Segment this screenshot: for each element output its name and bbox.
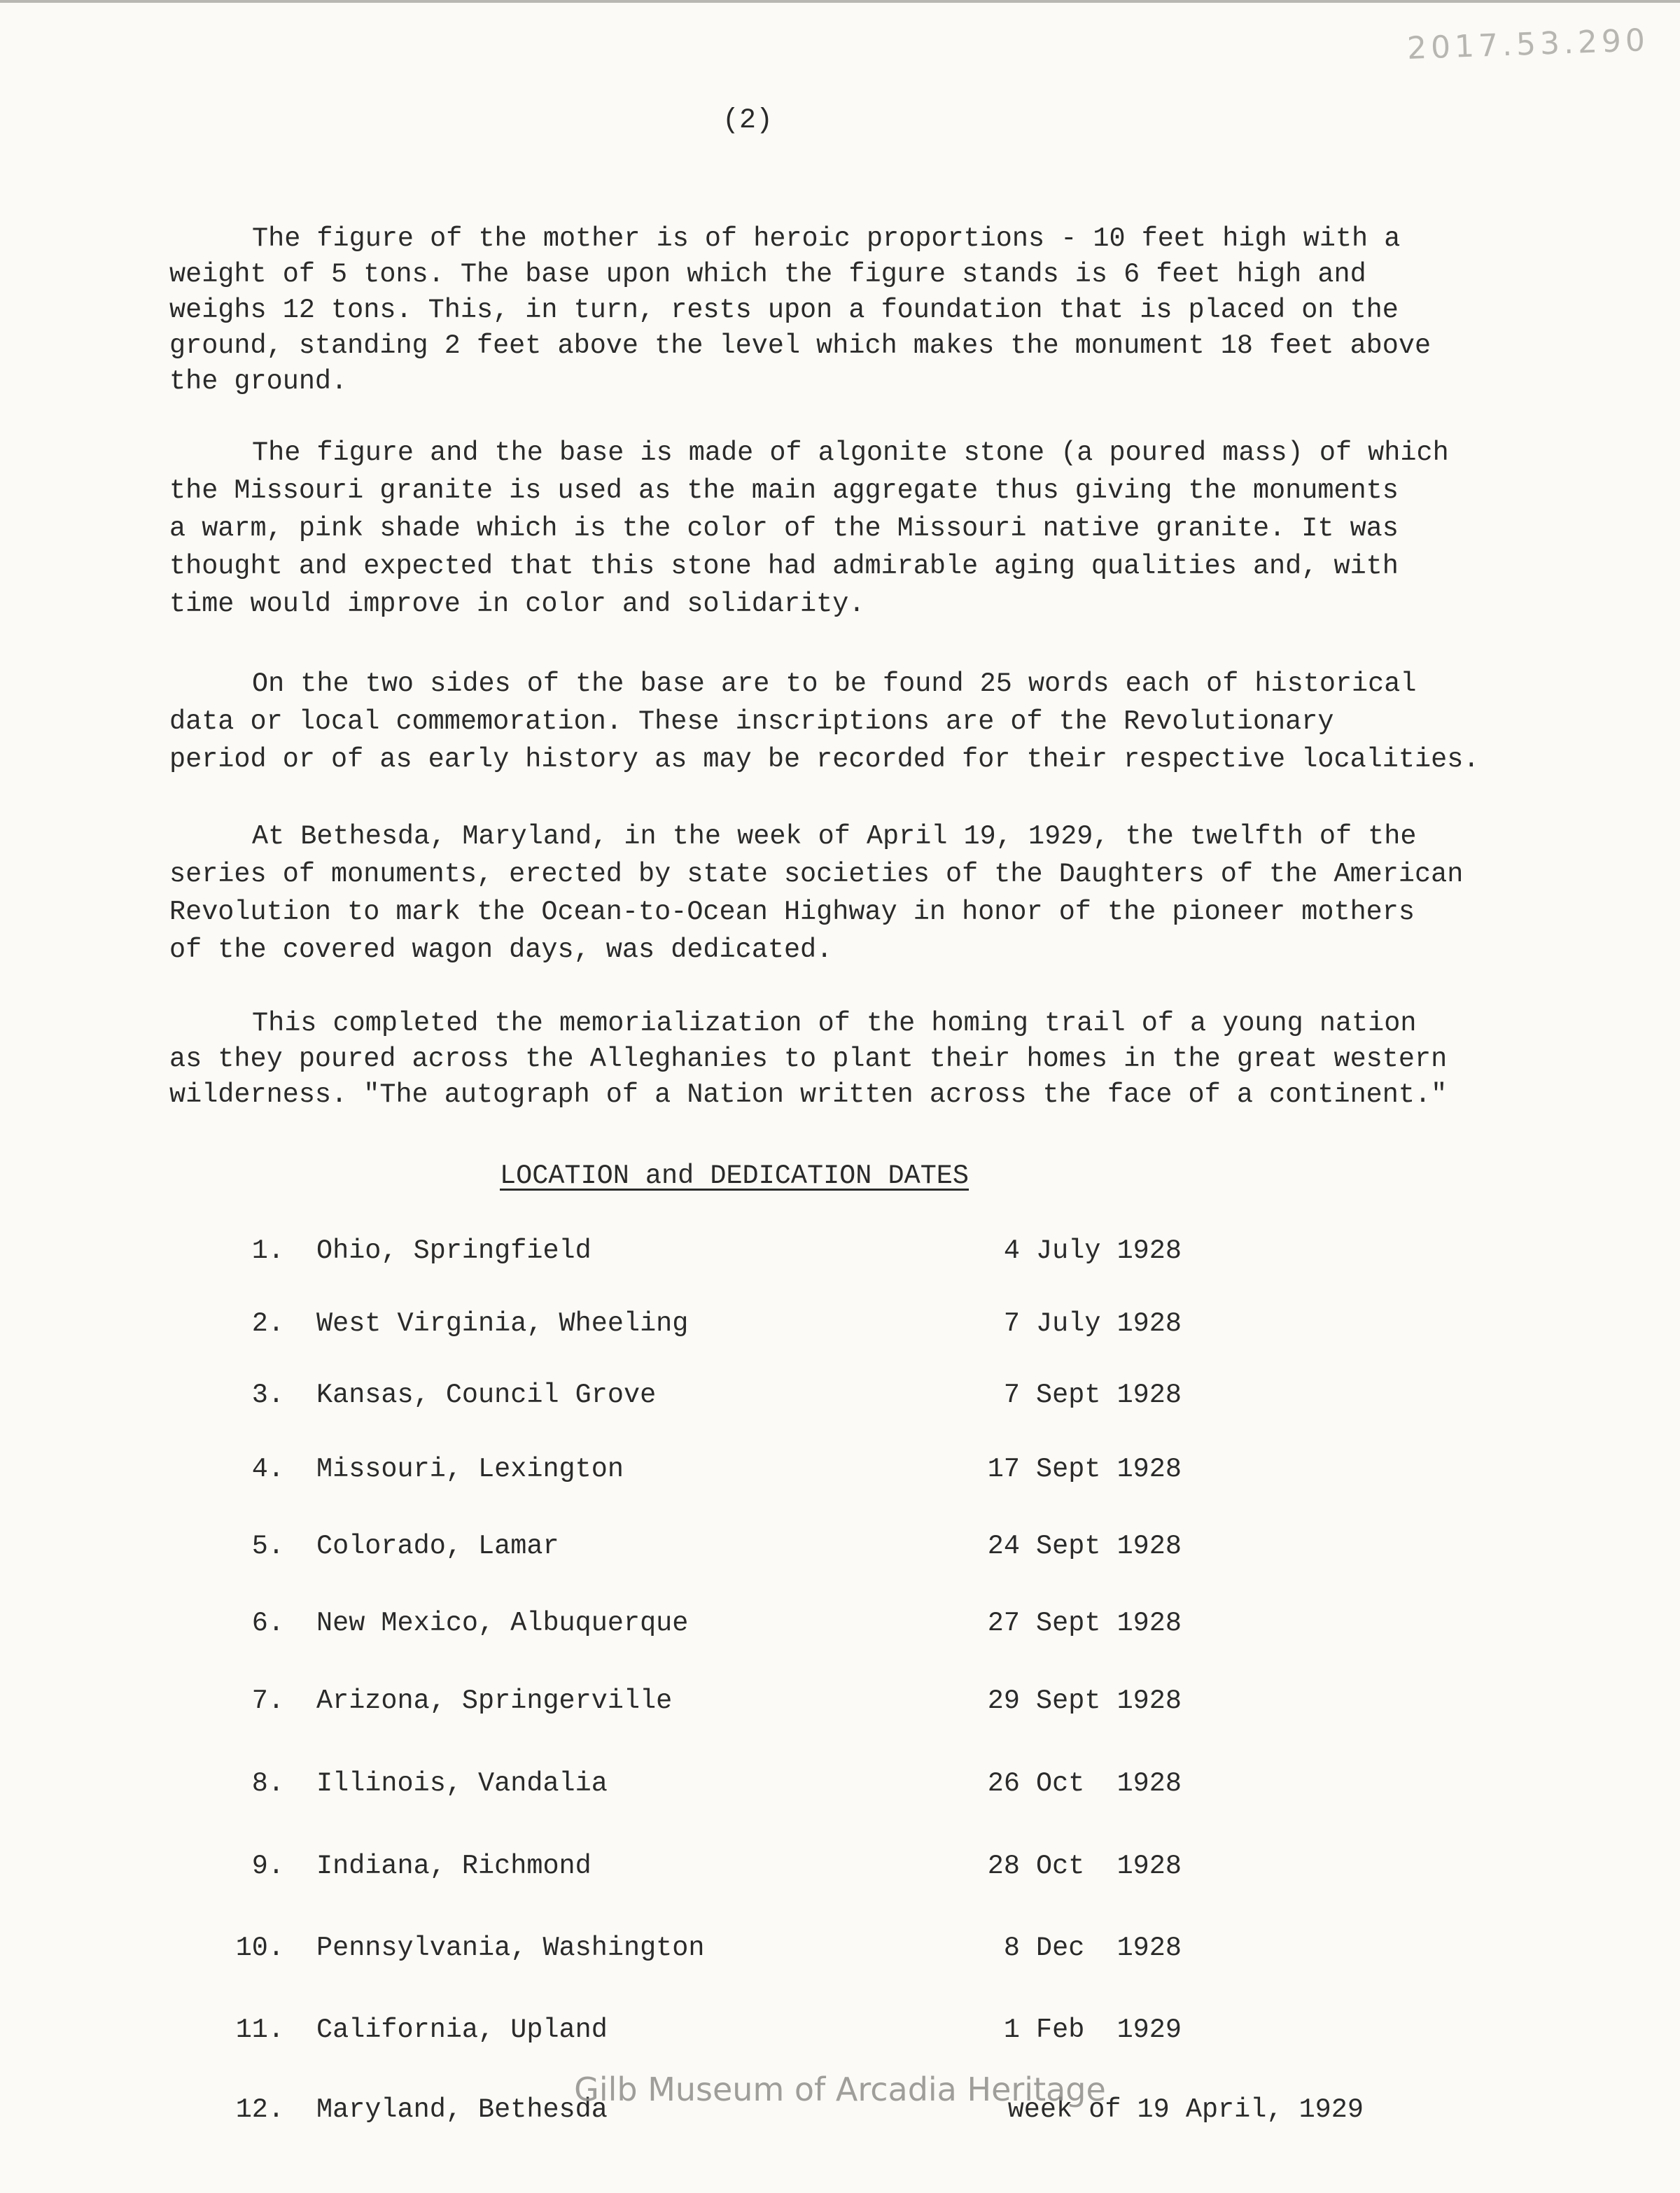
location-number: 8. [251,1768,284,1799]
page-top-edge [0,0,1680,3]
paragraph-monument-dimensions: The figure of the mother is of heroic proportions - 10 feet high with a weight of 5 tons. The base upon which the figure stands is 6 feet high and weighs 12 tons. This, in turn, rests upon a foundation that is placed on the ground, standing 2 feet above the level which makes the monument 18 feet above the ground. [169,223,1432,397]
museum-watermark: Gilb Museum of Arcadia Heritage [574,2071,1106,2108]
location-place: California, Upland [316,2015,608,2045]
location-row [0,1454,1680,1493]
location-number: 2. [251,1308,284,1339]
location-number: 1. [251,1235,284,1266]
location-number: 7. [251,1686,284,1716]
location-place: Ohio, Springfield [316,1235,592,1266]
location-date: 28 Oct 1928 [987,1851,1182,1882]
location-date: 7 July 1928 [1003,1308,1182,1339]
location-row [0,1608,1680,1647]
location-date: week of 19 April, 1929 [1007,2094,1364,2125]
location-place: New Mexico, Albuquerque [316,1608,689,1639]
location-date: 8 Dec 1928 [1003,1933,1182,1963]
location-row [0,1308,1680,1347]
location-place: Arizona, Springerville [316,1686,673,1716]
location-row [0,1380,1680,1419]
location-place: Kansas, Council Grove [316,1380,657,1410]
location-number: 12. [235,2094,284,2125]
location-date: 24 Sept 1928 [987,1531,1182,1562]
location-row [0,1933,1680,1972]
location-place: Maryland, Bethesda [316,2094,608,2125]
location-row [0,1686,1680,1725]
location-row [0,1235,1680,1275]
location-date: 7 Sept 1928 [1003,1380,1182,1410]
paragraph-bethesda-dedication: At Bethesda, Maryland, in the week of April 19, 1929, the twelfth of the series of monuments, erected by state societies of the Daughters of the American Revolution to mark the Ocean-to-Ocean Highway in honor of the pioneer mothers of the covered wagon days, was dedicated. [169,821,1464,965]
location-number: 9. [251,1851,284,1882]
location-place: Indiana, Richmond [316,1851,592,1882]
location-row [0,2015,1680,2054]
paragraph-algonite-stone: The figure and the base is made of algonite stone (a poured mass) of which the Missouri granite is used as the main aggregate thus giving the monuments a warm, pink shade which is the color of the Missouri native granite. It was thought and expected that this stone had admirable aging qualities and, with time would improve in color and solidarity. [169,437,1449,619]
location-row [0,1851,1680,1890]
location-row [0,1768,1680,1807]
accession-number: 2017.53.290 [1406,22,1650,67]
locations-section-title: LOCATION and DEDICATION DATES [500,1161,969,1191]
location-date: 26 Oct 1928 [987,1768,1182,1799]
location-date: 4 July 1928 [1003,1235,1182,1266]
location-date: 29 Sept 1928 [987,1686,1182,1716]
location-number: 5. [251,1531,284,1562]
location-date: 17 Sept 1928 [987,1454,1182,1485]
location-number: 10. [235,1933,284,1963]
location-number: 6. [251,1608,284,1639]
location-row [0,1531,1680,1570]
location-place: Illinois, Vandalia [316,1768,608,1799]
location-place: West Virginia, Wheeling [316,1308,689,1339]
paragraph-inscriptions: On the two sides of the base are to be found 25 words each of historical data or local commemoration. These inscriptions are of the Revolutionary period or of as early history as may be recorded for their respective localities. [169,668,1480,775]
location-place: Missouri, Lexington [316,1454,624,1485]
page-number: (2) [722,105,774,136]
location-number: 3. [251,1380,284,1410]
paragraph-memorialization: This completed the memorialization of the homing trail of a young nation as they poured across the Alleghanies to plant their homes in the great western wilderness. "The autograph of a Nation written across the face of a continent." [169,1008,1448,1110]
location-number: 4. [251,1454,284,1485]
location-number: 11. [235,2015,284,2045]
location-place: Pennsylvania, Washington [316,1933,705,1963]
location-date: 1 Feb 1929 [1003,2015,1182,2045]
location-place: Colorado, Lamar [316,1531,559,1562]
location-date: 27 Sept 1928 [987,1608,1182,1639]
